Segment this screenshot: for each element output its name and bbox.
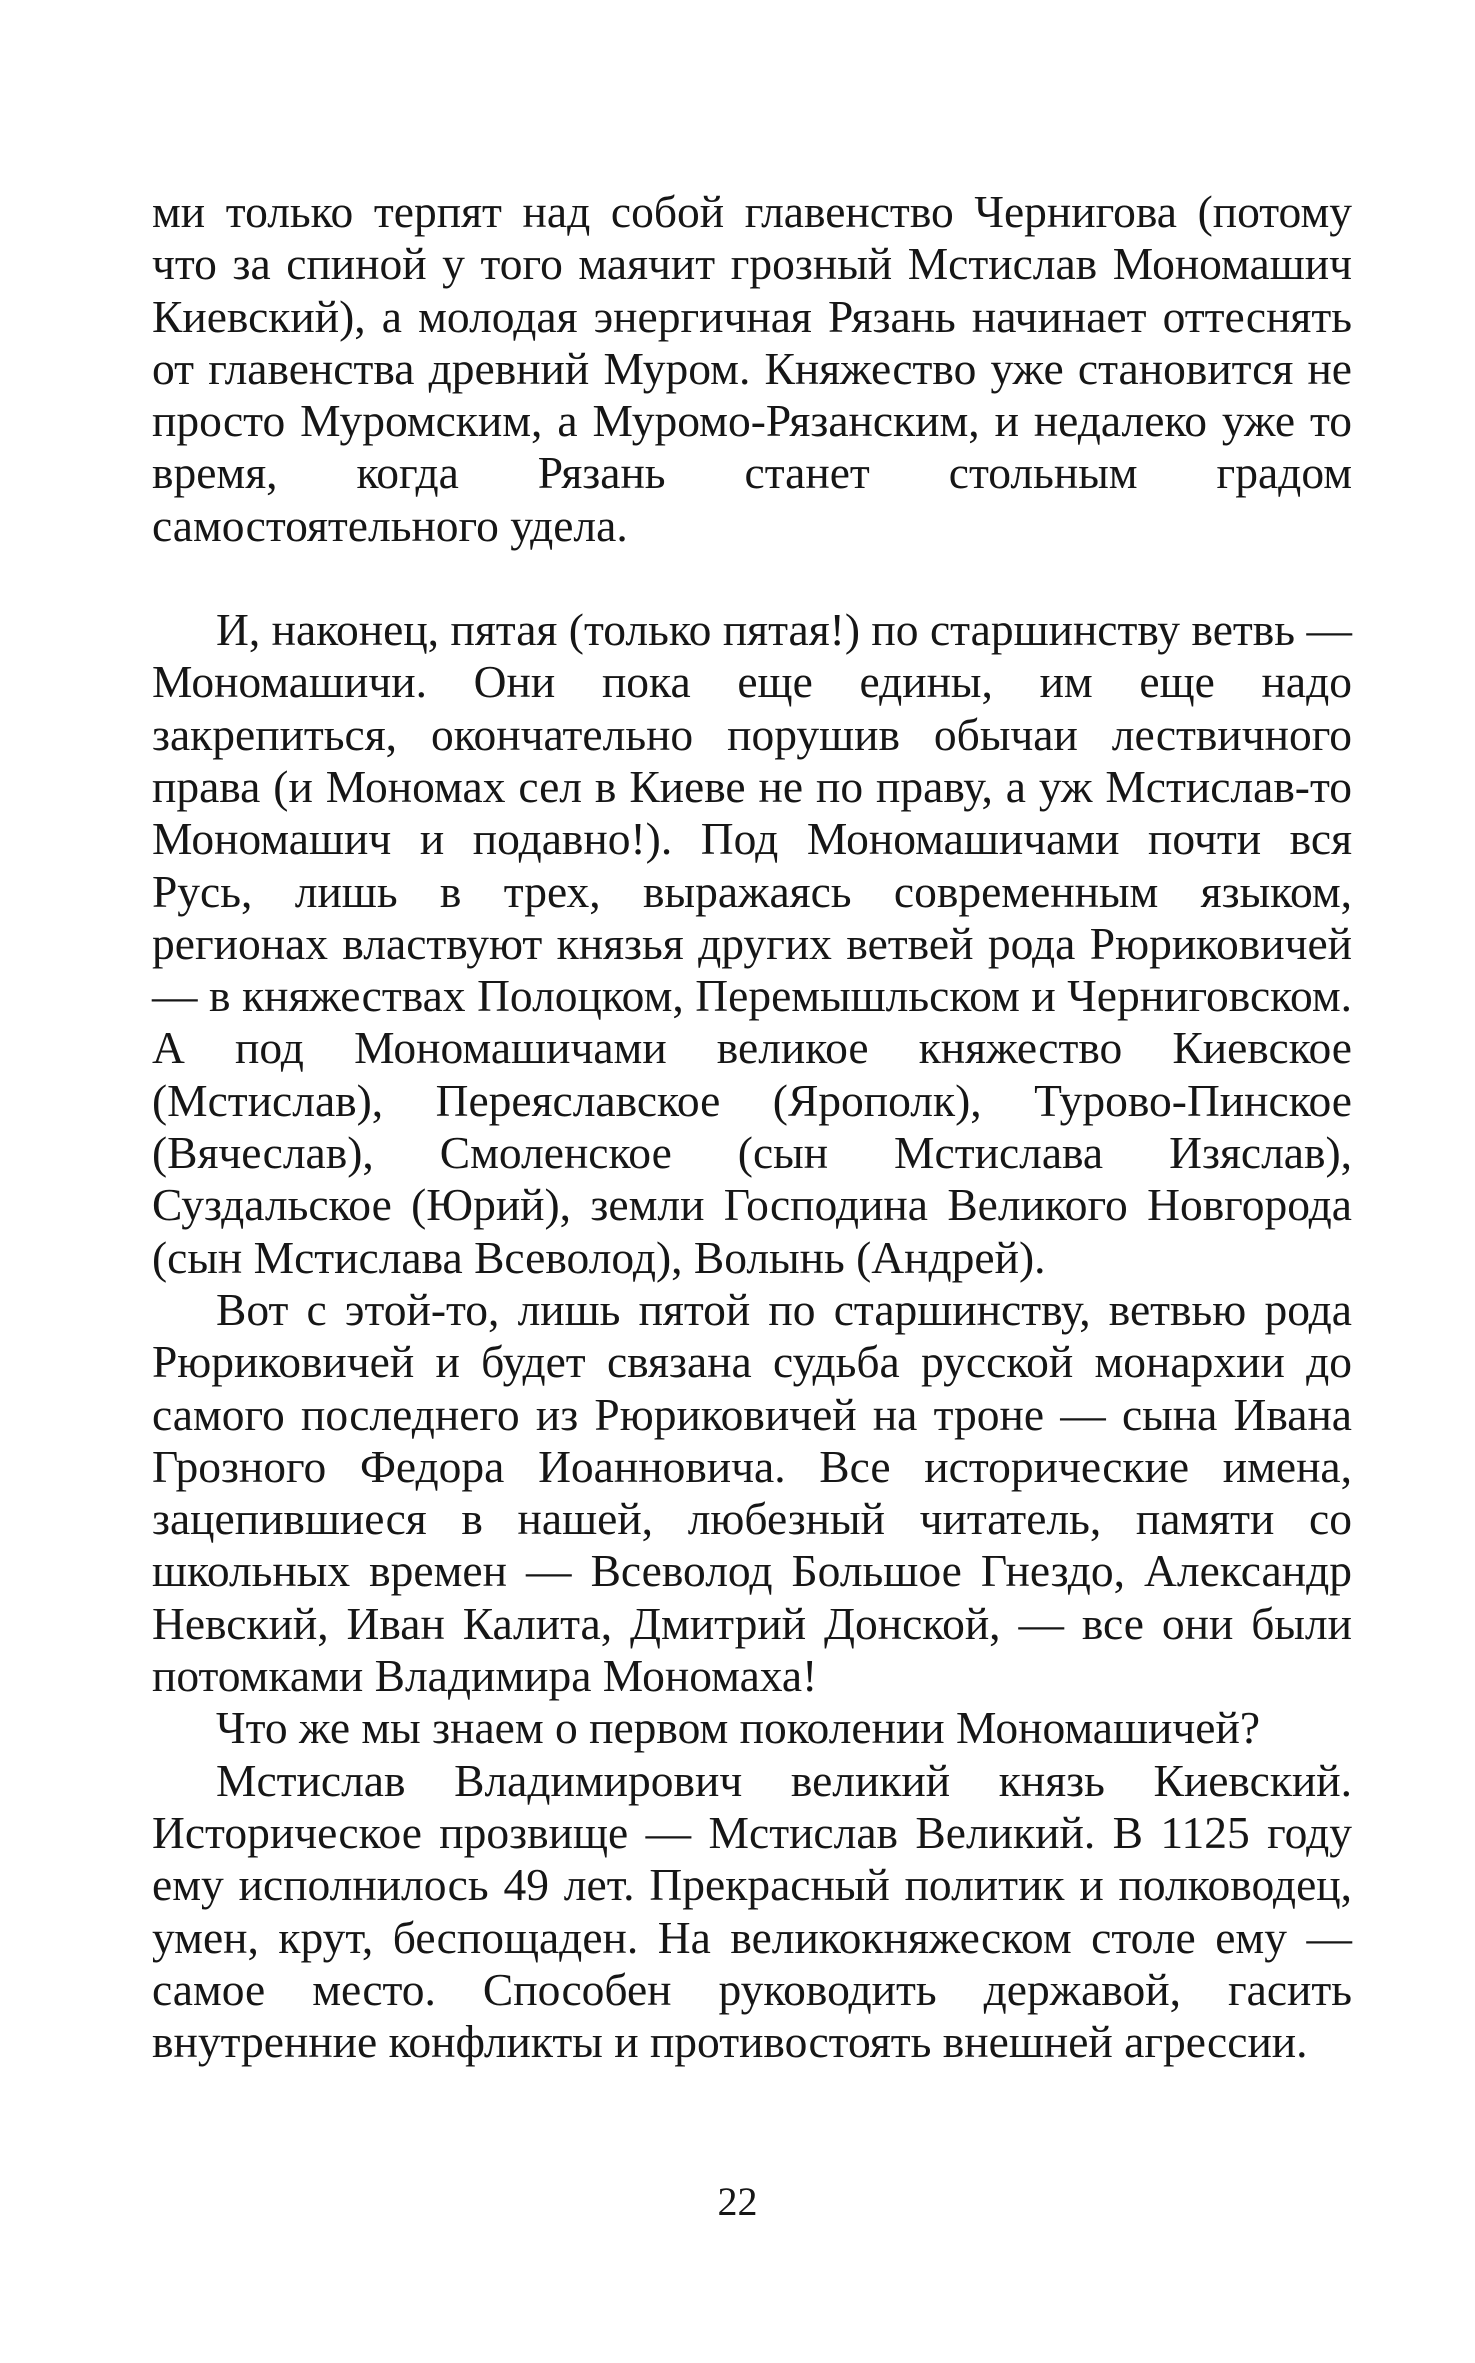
paragraph-question: Что же мы знаем о первом поколении Мономашичей? [216, 1702, 1261, 1754]
paragraph-rurikovichi-fate: Вот с этой-то, лишь пятой по старшинству, ветвью рода Рюриковичей и будет связана судьба русской монархии до самого последнего из Рюриковичей на троне — сына Ивана Грозного Федора Иоанновича. Все исторические имена, зацепившиеся в нашей, любезный читатель, памяти со школьных времен — Всеволод Большое Гнездо, Александр Невский, Иван Калита, Дмитрий Донской, — все они были потомками Владимира Мономаха! [152, 1283, 1352, 1702]
page-body [152, 186, 1352, 2068]
paragraph-mstislav: Мстислав Владимирович великий князь Киевский. Историческое прозвище — Мстислав Великий. В 1125 году ему исполнилось 49 лет. Прекрасный политик и полководец, умен, крут, беспощаден. На великокняжеском столе ему — самое место. Способен руководить державой, гасить внутренние конфликты и противостоять внешней агрессии. [152, 1754, 1352, 2068]
paragraph-continued: ми только терпят над собой главенство Чернигова (потому что за спиной у того маячит грозный Мстислав Мономашич Киевский), а молодая энергичная Рязань начинает оттеснять от главенства древний Муром. Княжество уже становится не просто Муромским, а Муромо-Рязанским, и недалеко уже то время, когда Рязань станет стольным градом самостоятельного удела. [152, 186, 1352, 551]
paragraph-monomashichi-branch: И, наконец, пятая (только пятая!) по старшинству ветвь — Мономашичи. Они пока еще едины, им еще надо закрепиться, окончательно порушив обычаи лествичного права (и Мономах сел в Киеве не по праву, а уж Мстислав-то Мономашич и подавно!). Под Мономашичами почти вся Русь, лишь в трех, выражаясь современным языком, регионах властвуют князья других ветвей рода Рюриковичей — в княжествах Полоцком, Перемышльском и Черниговском. А под Мономашичами великое княжество Киевское (Мстислав), Переяславское (Ярополк), Турово-Пинское (Вячеслав), Смоленское (сын Мстислава Изяслав), Суздальское (Юрий), земли Господина Великого Новгорода (сын Мстислава Всеволод), Волынь (Андрей). [152, 604, 1352, 1283]
page-number: 22 [717, 2179, 758, 2224]
